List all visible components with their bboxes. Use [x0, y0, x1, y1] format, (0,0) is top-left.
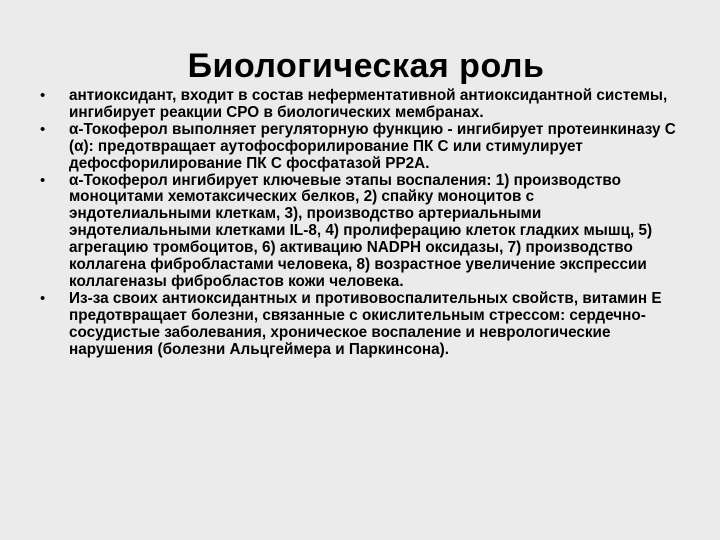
bullet-text: α-Токоферол ингибирует ключевые этапы воспаления: 1) производство моноцитами хемотаксических белков, 2) спайку моноцитов с эндотелиальными клеткам, 3), производство артериальными эндотелиальными клетками IL-8, 4) пролиферацию клеток гладких мышц, 5) агрегацию тромбоцитов, 6) активацию NADPH оксидазы, 7) производство коллагена фибробластами человека, 8) возрастное увеличение экспрессии коллагеназы фибробластов кожи человека.: [69, 171, 653, 290]
bullet-text: Из-за своих антиоксидантных и противовоспалительных свойств, витамин Е предотвращает болезни, связанные с окислительным стрессом: сердечно-сосудистые заболевания, хроническое воспаление и неврологические нарушения (болезни Альцгеймера и Паркинсона).: [69, 289, 662, 358]
bullet-marker: •: [40, 87, 46, 104]
bullet-item: [40, 122, 680, 173]
bullet-marker: •: [40, 171, 46, 189]
bullet-text: α-Токоферол выполняет регуляторную функцию - ингибирует протеинкиназу С (α): предотвращает аутофосфорилирование ПК С или стимулирует дефосфорилирование ПК С фосфатазой PP2A.: [69, 120, 676, 172]
bullet-item: [40, 173, 680, 291]
bullet-item: [40, 88, 680, 122]
bullet-item: [40, 291, 680, 359]
slide-title: Биологическая роль: [187, 47, 545, 85]
bullet-text: антиоксидант, входит в состав неферментативной антиоксидантной системы, ингибирует реакции СРО в биологических мембранах.: [69, 87, 668, 121]
bullet-list: [40, 88, 680, 359]
bullet-marker: •: [40, 120, 46, 138]
bullet-marker: •: [40, 289, 46, 307]
